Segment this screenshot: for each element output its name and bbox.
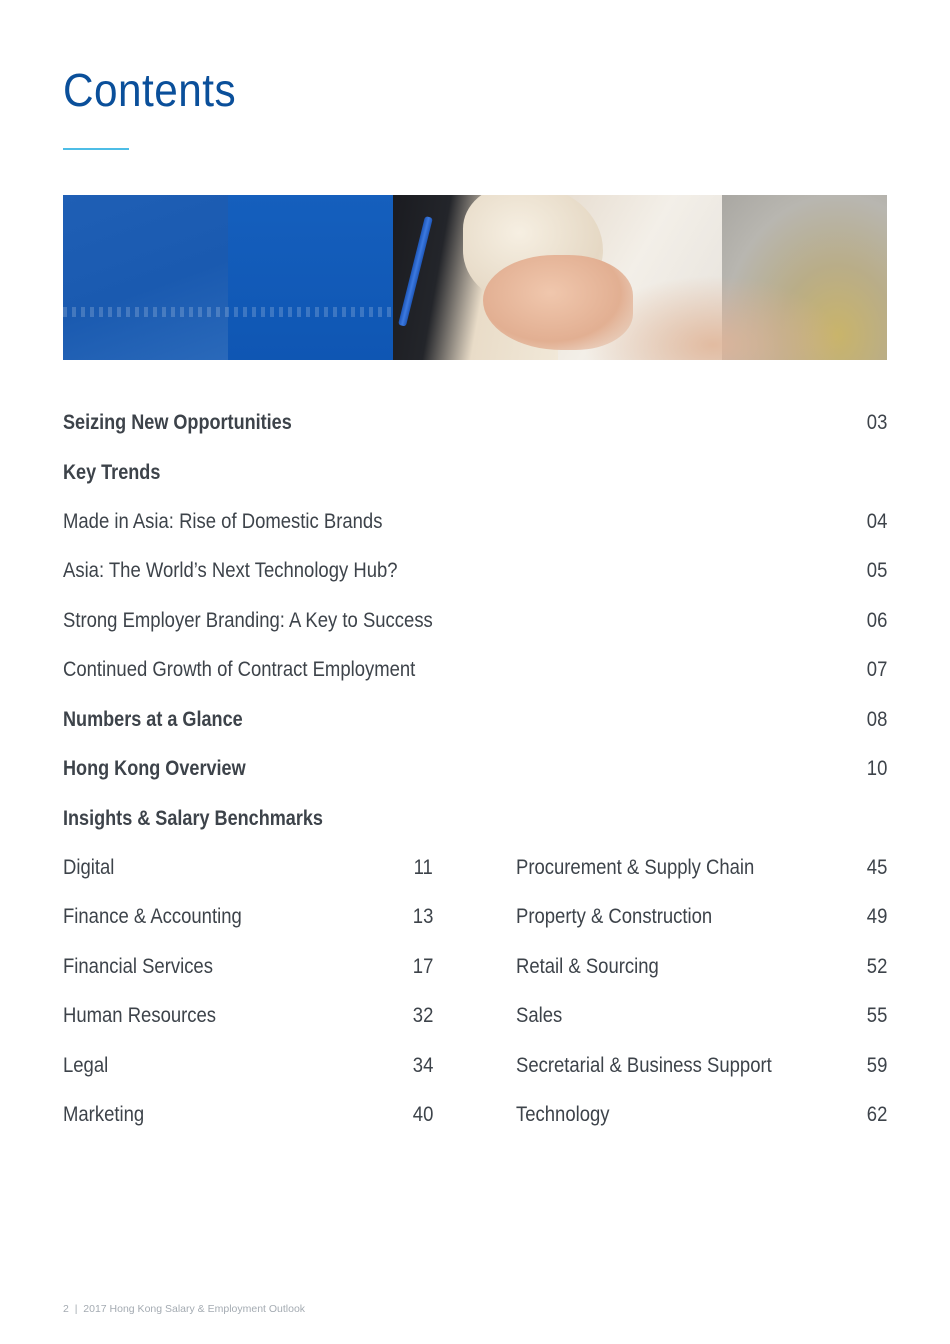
toc-item[interactable]: Made in Asia: Rise of Domestic Brands — [63, 510, 383, 533]
toc-page-number: 07 — [866, 658, 887, 681]
toc-page-number: 05 — [866, 559, 887, 582]
footer-publication: 2017 Hong Kong Salary & Employment Outlook — [83, 1303, 306, 1315]
toc-item[interactable]: Finance & Accounting — [63, 905, 242, 928]
toc-item[interactable]: Procurement & Supply Chain — [516, 856, 755, 879]
toc-page-number: 52 — [866, 955, 887, 978]
toc-page-number: 40 — [412, 1103, 433, 1126]
photo-pane-2 — [228, 195, 393, 360]
toc-page-number: 04 — [866, 510, 887, 533]
toc-page-number: 32 — [412, 1004, 433, 1027]
toc-heading: Key Trends — [63, 461, 161, 484]
toc-page-number: 59 — [866, 1054, 887, 1077]
toc-page-number: 13 — [412, 905, 433, 928]
toc-item[interactable]: Property & Construction — [516, 905, 713, 928]
toc-page-number: 55 — [866, 1004, 887, 1027]
toc-item[interactable]: Technology — [516, 1103, 610, 1126]
header-photo — [63, 195, 887, 360]
toc-item[interactable]: Marketing — [63, 1103, 145, 1126]
footer-page-number: 2 — [63, 1303, 69, 1315]
toc-item[interactable]: Strong Employer Branding: A Key to Success — [63, 609, 433, 632]
photo-texture — [63, 307, 393, 317]
page-title: Contents — [63, 64, 237, 116]
toc-item[interactable]: Secretarial & Business Support — [516, 1054, 772, 1077]
toc-item[interactable]: Digital — [63, 856, 115, 879]
toc-page-number: 45 — [866, 856, 887, 879]
toc-item[interactable]: Seizing New Opportunities — [63, 411, 292, 434]
toc-heading: Insights & Salary Benchmarks — [63, 807, 323, 830]
toc-item[interactable]: Sales — [516, 1004, 563, 1027]
toc-page-number: 08 — [866, 708, 887, 731]
toc-item[interactable]: Financial Services — [63, 955, 213, 978]
title-underline — [63, 148, 129, 150]
toc-page-number: 03 — [866, 411, 887, 434]
toc-item[interactable]: Hong Kong Overview — [63, 757, 246, 780]
toc-item[interactable]: Retail & Sourcing — [516, 955, 659, 978]
footer-separator: | — [74, 1303, 78, 1315]
page-footer — [63, 1303, 305, 1315]
toc-page-number: 10 — [866, 757, 887, 780]
toc-item[interactable]: Numbers at a Glance — [63, 708, 243, 731]
toc-item[interactable]: Asia: The World’s Next Technology Hub? — [63, 559, 398, 582]
toc-item[interactable]: Legal — [63, 1054, 109, 1077]
photo-pane-1 — [63, 195, 228, 360]
toc-item[interactable]: Human Resources — [63, 1004, 217, 1027]
toc-item[interactable]: Continued Growth of Contract Employment — [63, 658, 416, 681]
toc-page-number: 49 — [866, 905, 887, 928]
toc-page-number: 11 — [413, 856, 433, 879]
toc-page-number: 62 — [866, 1103, 887, 1126]
toc-page-number: 34 — [412, 1054, 433, 1077]
toc-page-number: 06 — [866, 609, 887, 632]
toc-page-number: 17 — [412, 955, 433, 978]
